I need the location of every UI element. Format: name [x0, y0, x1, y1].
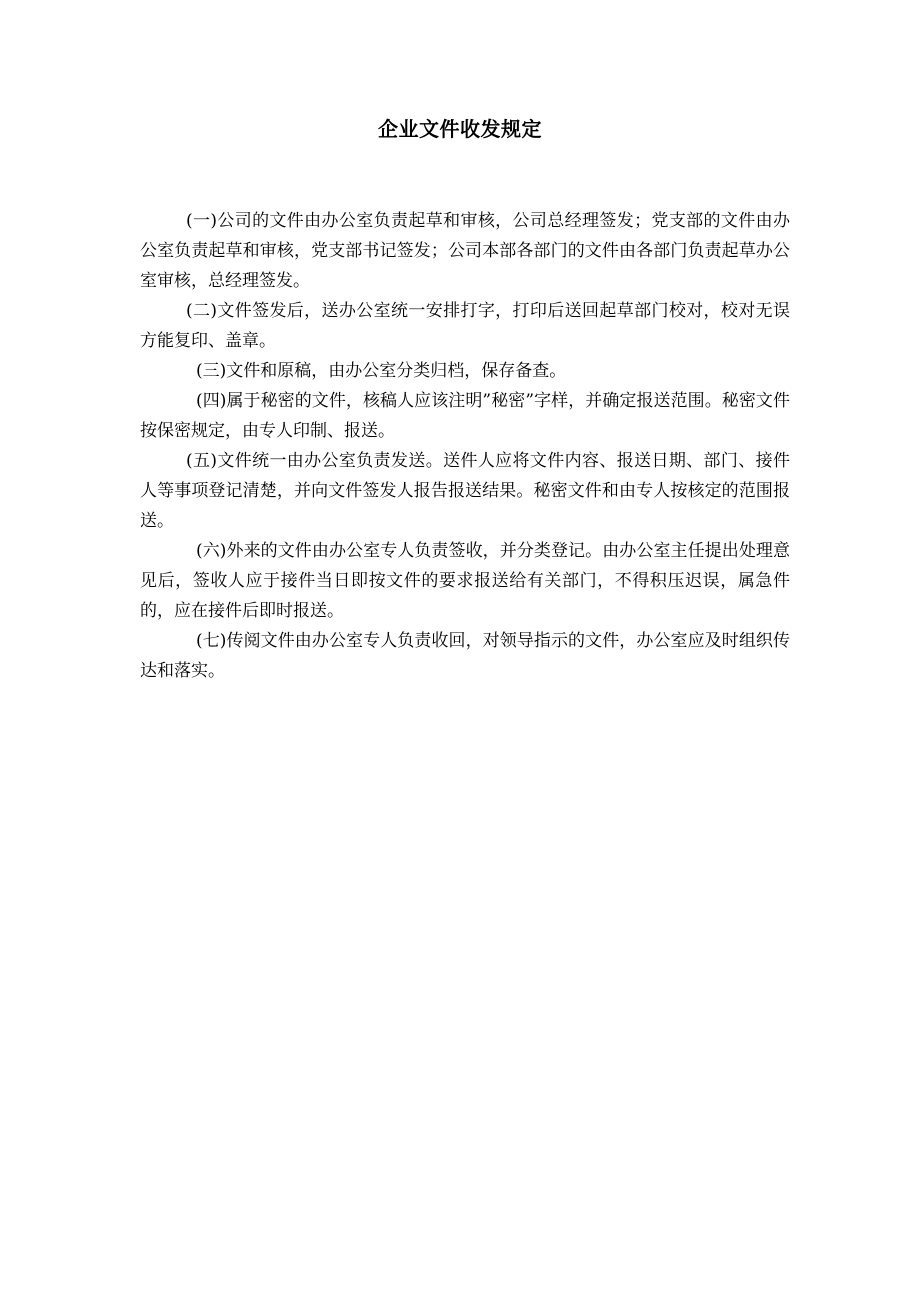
- document-title: 企业文件收发规定: [378, 117, 542, 141]
- document-body: [140, 206, 790, 686]
- paragraph-6: (六)外来的文件由办公室专人负责签收，并分类登记。由办公室主任提出处理意见后，签收人应于接件当日即按文件的要求报送给有关部门，不得积压迟误，属急件的，应在接件后即时报送。: [140, 541, 790, 621]
- paragraph-7: (七)传阅文件由办公室专人负责收回，对领导指示的文件，办公室应及时组织传达和落实。: [140, 631, 790, 681]
- paragraph-1: (一)公司的文件由办公室负责起草和审核，公司总经理签发；党支部的文件由办公室负责起草和审核，党支部书记签发；公司本部各部门的文件由各部门负责起草办公室审核，总经理签发。: [140, 211, 790, 291]
- paragraph-3: (三)文件和原稿，由办公室分类归档，保存备查。: [196, 361, 567, 381]
- paragraph-4: (四)属于秘密的文件，核稿人应该注明”秘密”字样，并确定报送范围。秘密文件按保密规定，由专人印制、报送。: [140, 391, 790, 441]
- paragraph-2: (二)文件签发后，送办公室统一安排打字，打印后送回起草部门校对，校对无误方能复印、盖章。: [140, 301, 790, 351]
- paragraph-5: (五)文件统一由办公室负责发送。送件人应将文件内容、报送日期、部门、接件人等事项登记清楚，并向文件签发人报告报送结果。秘密文件和由专人按核定的范围报送。: [140, 451, 790, 531]
